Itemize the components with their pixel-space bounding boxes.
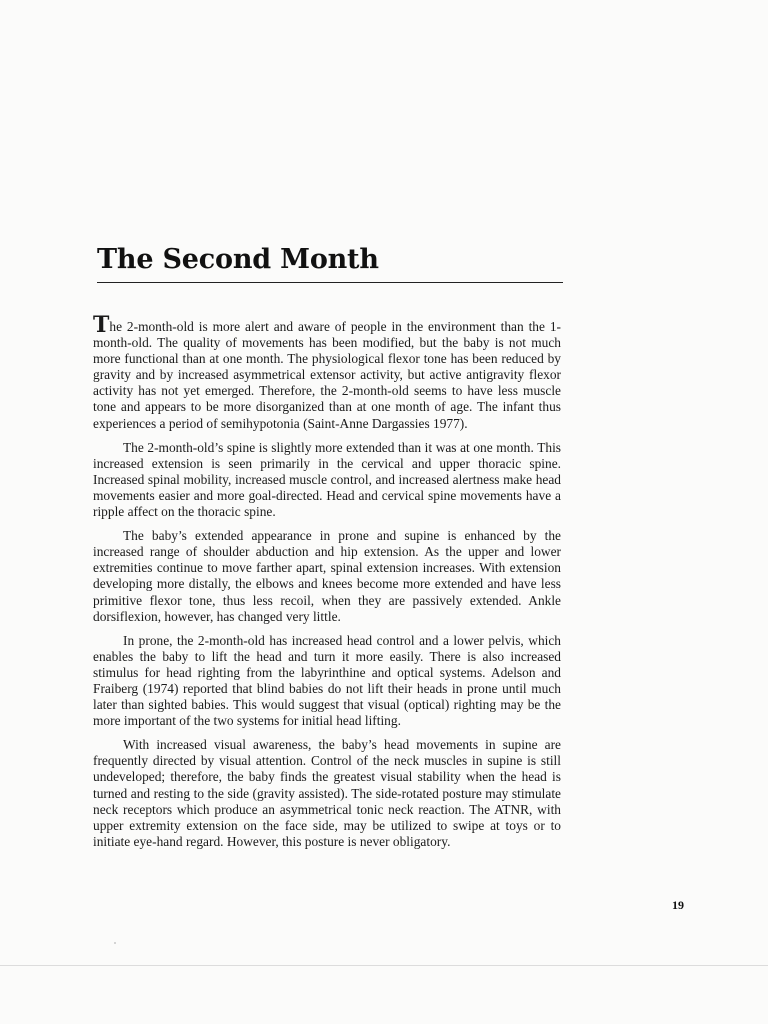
paragraph-5: With increased visual awareness, the baby’s head movements in supine are frequently directed by visual attention. Control of the neck muscles in supine is still undeveloped; therefore, the baby finds the greatest visual stability when the head is turned and resting to the side (gravity assisted). The side-rotated posture may stimulate neck receptors which produce an asymmetrical tonic neck reaction. The ATNR, with upper extremity extension on the face side, may be utilized to swipe at toys or to initiate eye-hand regard. However, this posture is never obligatory. <box>93 737 561 849</box>
chapter-title: The Second Month <box>97 244 379 275</box>
scan-edge-line <box>0 965 768 966</box>
paragraph-1-text: he 2-month-old is more alert and aware of people in the environment than the 1-month-old. The quality of movements has been modified, but the baby is not much more functional than at one month. The physiological flexor tone has been reduced by gravity and by increased asymmetrical extensor activity, but active antigravity flexor activity has not yet emerged. Therefore, the 2-month-old seems to have less muscle tone and appears to be more disorganized than at one month of age. The infant thus experiences a period of semihypotonia (Saint-Anne Dargassies 1977). <box>93 319 561 431</box>
body-text <box>93 312 561 858</box>
page-number: 19 <box>672 898 684 912</box>
drop-cap: T <box>93 312 110 338</box>
paragraph-3: The baby’s extended appearance in prone and supine is enhanced by the increased range of shoulder abduction and hip extension. As the upper and lower extremities continue to move farther apart, spinal extension increases. With extension developing more distally, the elbows and knees become more extended and have less primitive flexor tone, thus less recoil, when they are passively extended. Ankle dorsiflexion, however, has changed very little. <box>93 528 561 624</box>
paragraph-1 <box>93 312 561 432</box>
scan-speck <box>114 942 116 944</box>
paragraph-2: The 2-month-old’s spine is slightly more extended than it was at one month. This increased extension is seen primarily in the cervical and upper thoracic spine. Increased spinal mobility, increased muscle control, and increased alertness make head movements easier and more goal-directed. Head and cervical spine movements have a ripple affect on the thoracic spine. <box>93 439 561 520</box>
title-rule <box>97 282 563 283</box>
paragraph-4: In prone, the 2-month-old has increased head control and a lower pelvis, which enables the baby to lift the head and turn it more easily. There is also increased stimulus for head righting from the labyrinthine and optical systems. Adelson and Fraiberg (1974) reported that blind babies do not lift their heads in prone until much later than sighted babies. This would suggest that visual (optical) righting may be the more important of the two systems for initial head lifting. <box>93 632 561 729</box>
